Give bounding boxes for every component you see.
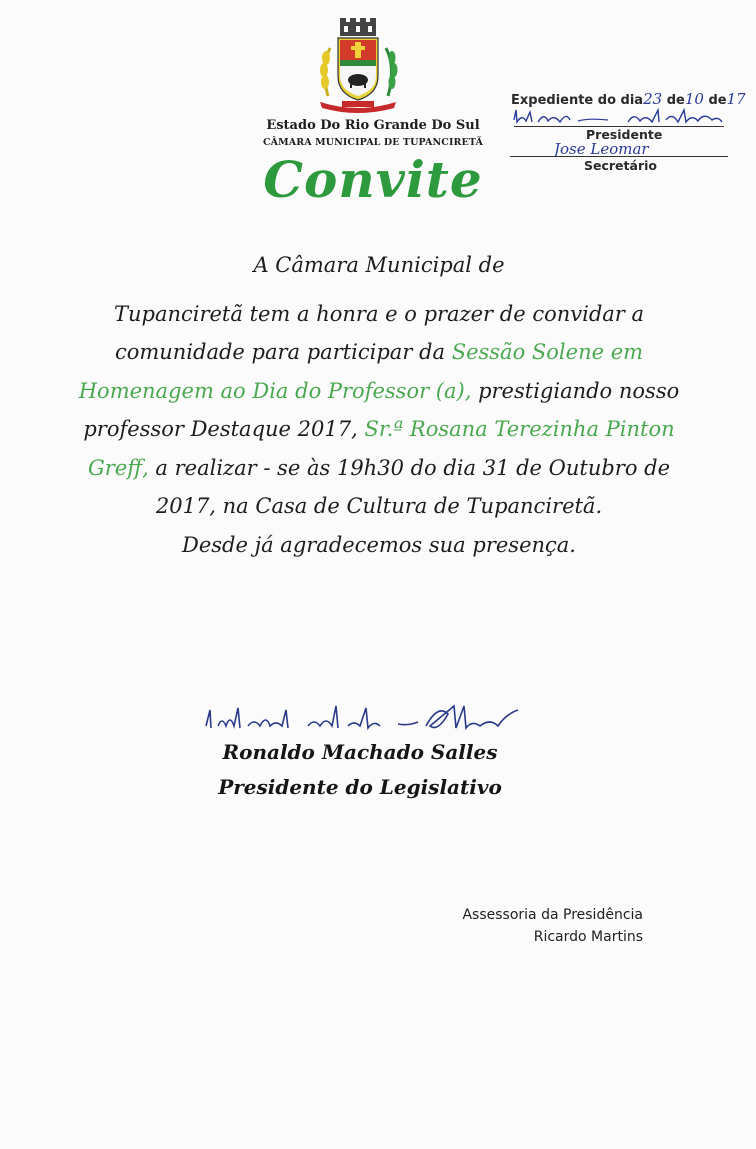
footer-person: Ricardo Martins — [533, 929, 643, 945]
signer-role: Presidente do Legislativo — [218, 775, 502, 799]
footer-department: Assessoria da Presidência — [462, 907, 643, 923]
expediente-label: Expediente do dia — [511, 93, 644, 108]
honoree-name: Sr.ª Rosana Terezinha Pinton Greff, — [87, 417, 675, 480]
body-part-3: a realizar - se às 19h30 do dia 31 de Outubro de 2017, na Casa de Cultura de Tupanciretã. — [148, 455, 671, 518]
signer-name: Ronaldo Machado Salles — [222, 740, 498, 764]
municipal-coat-of-arms — [308, 18, 408, 114]
stamp-year: 17 — [726, 90, 746, 108]
body-part-1: Tupanciretã tem a honra e o prazer de convidar a comunidade para participar da — [113, 301, 645, 364]
president-initial-signature — [508, 106, 728, 128]
stamp-month: 10 — [684, 90, 704, 108]
stamp-de-1: de — [666, 93, 685, 108]
president-label: Presidente — [586, 127, 663, 142]
chamber-name: CÂMARA MUNICIPAL DE TUPANCIRETÃ — [263, 137, 483, 148]
receipt-stamp — [506, 86, 746, 178]
invitation-body — [64, 246, 694, 564]
president-signature — [198, 696, 528, 738]
footer-credits — [400, 904, 643, 948]
secretary-handwriting: Jose Leomar — [554, 140, 649, 158]
stamp-de-2: de — [708, 93, 727, 108]
document-title: Convite — [263, 150, 483, 209]
body-part-2: prestigiando nosso professor Destaque 2017, — [83, 378, 680, 441]
secretary-label: Secretário — [584, 158, 657, 173]
body-opening: A Câmara Municipal de — [253, 253, 505, 277]
event-name: Sessão Solene em Homenagem ao Dia do Professor (a), — [78, 340, 644, 403]
secretary-line — [510, 156, 728, 157]
stamp-day: 23 — [643, 90, 663, 108]
body-closing: Desde já agradecemos sua presença. — [182, 532, 576, 557]
state-name: Estado Do Rio Grande Do Sul — [266, 118, 480, 133]
